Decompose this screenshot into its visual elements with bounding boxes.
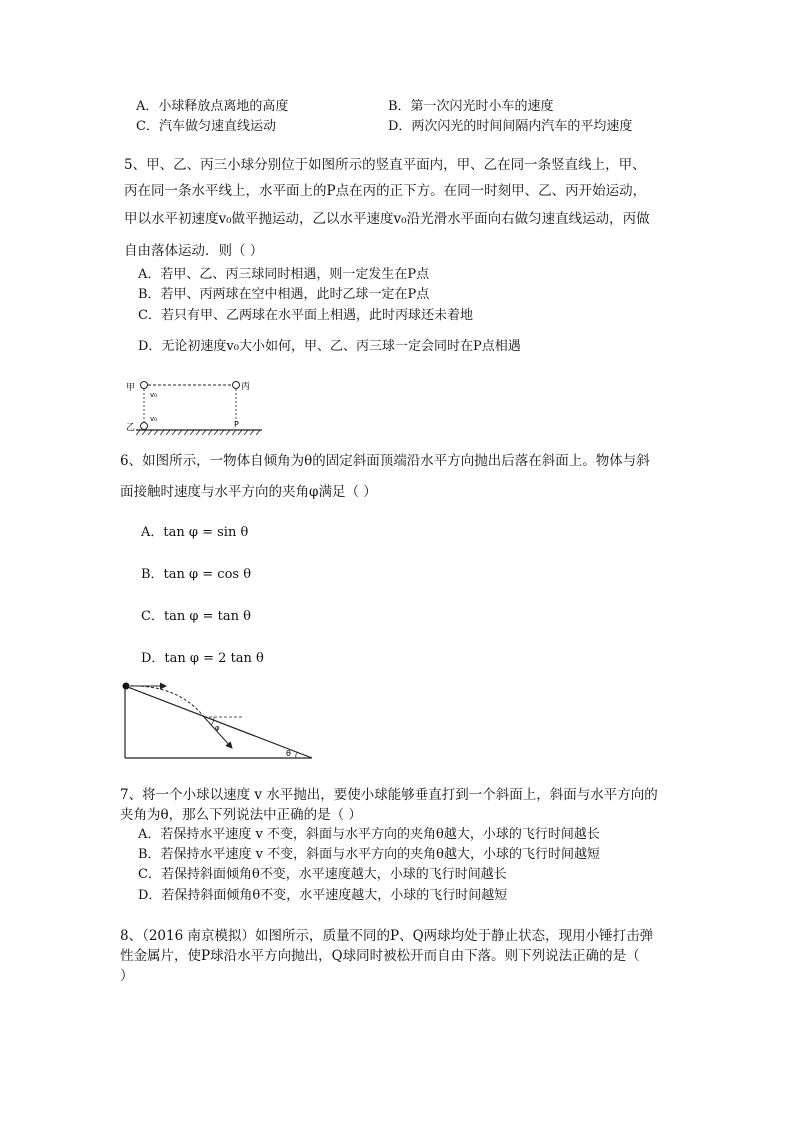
q8-stem-line2: 性金属片，使P球沿水平方向抛出，Q球同时被松开而自由下落。则下列说法正确的是（ [120, 948, 640, 964]
q7-option-a: A．若保持水平速度 v 不变，斜面与水平方向的夹角θ越大，小球的飞行时间越长 [138, 827, 600, 842]
q6-option-a: A．tan φ = sin θ [141, 525, 249, 540]
q7-option-c: C．若保持斜面倾角θ不变，水平速度越大，小球的飞行时间越长 [138, 867, 507, 882]
ball-bing [233, 382, 240, 389]
label-jia: 甲 [126, 383, 136, 393]
label-p: P [234, 420, 239, 429]
q7-option-b: B．若保持水平速度 v 不变，斜面与水平方向的夹角θ越大，小球的飞行时间越短 [138, 847, 600, 862]
q6-stem-line1: 6、如图所示，一物体自倾角为θ的固定斜面顶端沿水平方向抛出后落在斜面上。物体与斜 [120, 453, 650, 469]
q5-option-a: A．若甲、乙、丙三球同时相遇，则一定发生在P点 [138, 267, 430, 282]
q5-stem-line4: 自由落体运动．则（ ） [124, 243, 264, 259]
q7-stem-line2: 夹角为θ，那么下列说法中正确的是（ ） [120, 807, 362, 823]
incline-slope [125, 686, 312, 758]
ball-jia [141, 382, 148, 389]
label-bing: 丙 [241, 382, 251, 392]
ball-yi [141, 423, 148, 430]
q6-option-d: D．tan φ = 2 tan θ [141, 651, 264, 666]
q5-figure [124, 375, 269, 437]
ground-hatching [136, 430, 260, 435]
q6-option-b: B．tan φ = cos θ [141, 567, 252, 582]
q6-option-c: C．tan φ = tan θ [141, 609, 251, 624]
q5-stem-line1: 5、甲、乙、丙三小球分别位于如图所示的竖直平面内，甲、乙在同一条竖直线上，甲、 [124, 157, 646, 173]
q7-stem-line1: 7、将一个小球以速度 v 水平抛出，要使小球能够垂直打到一个斜面上，斜面与水平方向的 [120, 787, 658, 803]
label-v0-jia: v₀ [150, 391, 157, 399]
q7-option-d: D．若保持斜面倾角θ不变，水平速度越大，小球的飞行时间越短 [138, 888, 508, 903]
label-phi: φ [215, 724, 220, 732]
label-v0-yi: v₀ [150, 415, 157, 423]
q4-option-c: C．汽车做匀速直线运动 [136, 119, 276, 134]
phi-angle-arc [211, 717, 214, 725]
q5-stem-line2: 丙在同一条水平线上，水平面上的P点在丙的正下方。在同一时刻甲、乙、丙开始运动， [124, 183, 647, 199]
label-theta: θ [286, 749, 291, 758]
q5-option-b: B．若甲、丙两球在空中相遇，此时乙球一定在P点 [138, 287, 430, 302]
q5-option-d: D．无论初速度v₀大小如何，甲、乙、丙三球一定会同时在P点相遇 [138, 339, 521, 354]
q5-stem-line3: 甲以水平初速度v₀做平抛运动，乙以水平速度v₀沿光滑水平面向右做匀速直线运动，丙做 [124, 211, 650, 227]
q4-option-b: B．第一次闪光时小车的速度 [388, 99, 554, 114]
q8-stem-line1: 8、（2016 南京模拟）如图所示，质量不同的P、Q两球均处于静止状态，现用小锤打击弹 [120, 928, 654, 944]
q6-stem-line2: 面接触时速度与水平方向的夹角φ满足（ ） [120, 484, 377, 500]
q5-option-c: C．若只有甲、乙两球在水平面上相遇，此时丙球还未着地 [138, 308, 473, 323]
q4-option-d: D．两次闪光的时间间隔内汽车的平均速度 [388, 119, 633, 134]
q4-option-a: A．小球释放点离地的高度 [136, 99, 289, 114]
q8-stem-line3: ） [120, 968, 134, 984]
q6-figure [118, 678, 318, 760]
label-yi: 乙 [126, 423, 136, 433]
